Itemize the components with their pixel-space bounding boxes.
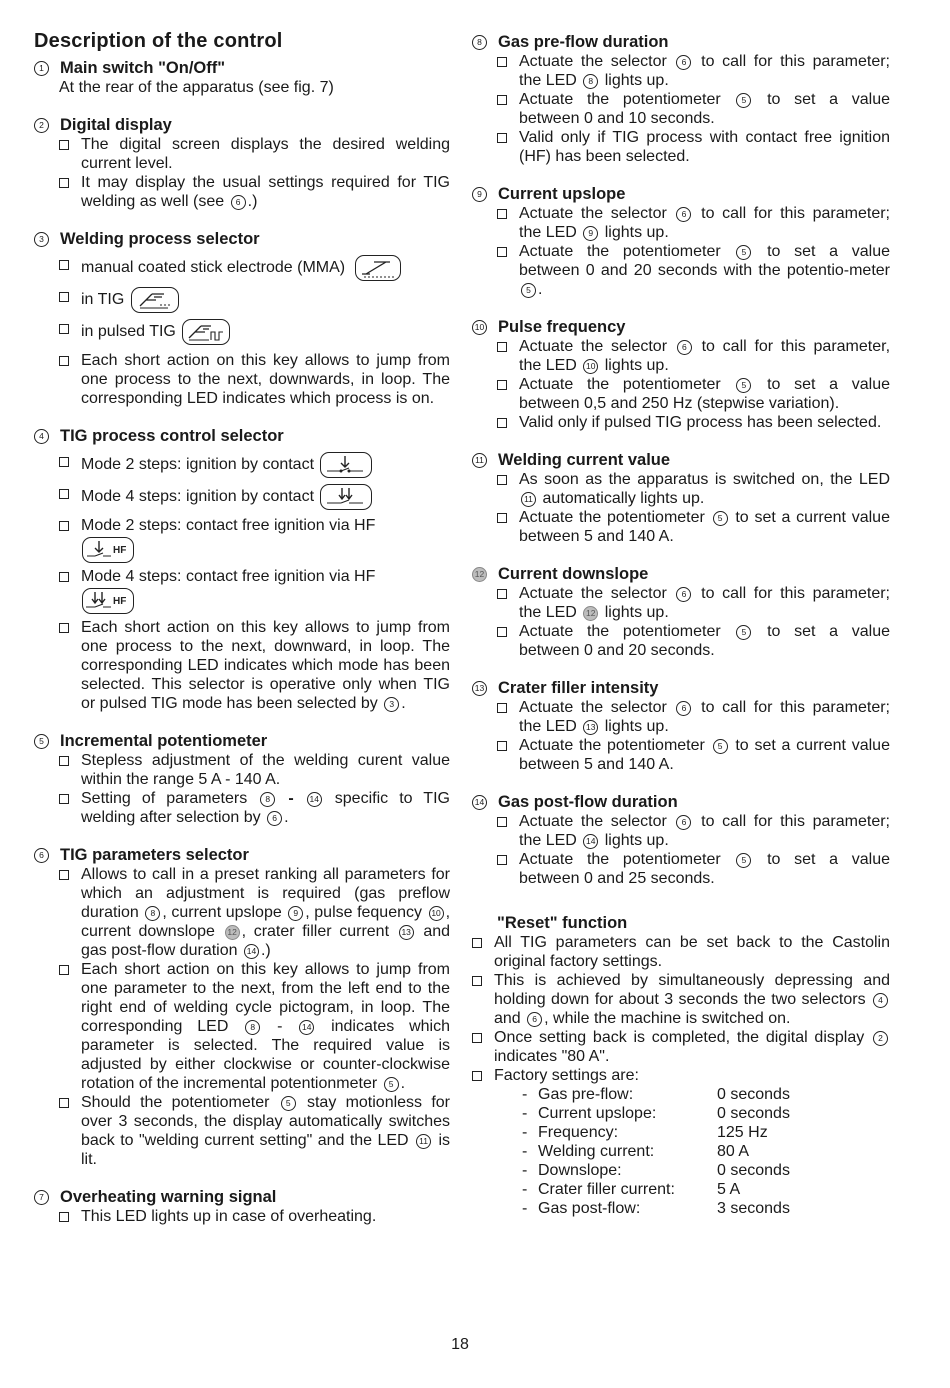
- section-tig-parameters-selector: [34, 846, 450, 1169]
- bullet-item: Actuate the selector 6 to call for this parameter; the LED 12 lights up.: [472, 584, 890, 622]
- checkbox-square-icon: [497, 741, 507, 751]
- section-reset-function: [472, 914, 890, 1218]
- bullet-item: Actuate the selector 6 to call for this parameter; the LED 8 lights up.: [472, 52, 890, 90]
- bullet-item: Stepless adjustment of the welding curent value within the range 5 A - 140 A.: [34, 751, 450, 789]
- checkbox-square-icon: [59, 572, 69, 582]
- bullet-item: All TIG parameters can be set back to the Castolin original factory settings.: [472, 933, 890, 971]
- list-item: - Gas pre-flow: 0 seconds: [522, 1086, 790, 1103]
- callout-7: 7: [34, 1190, 49, 1205]
- section-heading: Gas post-flow duration: [498, 793, 678, 811]
- section-heading: Main switch "On/Off": [60, 59, 226, 77]
- callout-13: 13: [472, 681, 487, 696]
- checkbox-square-icon: [497, 380, 507, 390]
- bullet-item: Actuate the potentiometer 5 to set a current value between 5 and 140 A.: [472, 508, 890, 546]
- checkbox-square-icon: [59, 521, 69, 531]
- section-welding-current-value: [472, 451, 890, 546]
- checkbox-square-icon: [59, 356, 69, 366]
- bullet-item: Once setting back is completed, the digital display 2 indicates "80 A".: [472, 1028, 890, 1066]
- list-item: - Frequency: 125 Hz: [522, 1124, 768, 1141]
- checkbox-square-icon: [472, 938, 482, 948]
- four-step-contact-icon: [320, 484, 372, 510]
- bullet-item: This is achieved by simultaneously depressing and holding down for about 3 seconds the two selectors 4 and 6 , while the machine is switched on.: [472, 971, 890, 1028]
- callout-3: 3: [34, 232, 49, 247]
- checkbox-square-icon: [59, 292, 69, 302]
- checkbox-square-icon: [59, 756, 69, 766]
- bullet-item: Each short action on this key allows to jump from one process to the next, downwards, in loop. The corresponding LED indicates which process is on.: [34, 351, 450, 408]
- two-step-contact-icon: [320, 452, 372, 478]
- bullet-item: This LED lights up in case of overheating.: [34, 1207, 450, 1226]
- section-heading: Incremental potentiometer: [60, 732, 268, 750]
- tig-torch-icon: [131, 287, 179, 313]
- callout-9: 9: [472, 187, 487, 202]
- bullet-item: Actuate the potentiometer 5 to set a value between 0 and 20 seconds.: [472, 622, 890, 660]
- list-item: - Current upslope: 0 seconds: [522, 1105, 790, 1122]
- bullet-item: It may display the usual settings required for TIG welding as well (see 6 .): [34, 173, 450, 211]
- section-gas-pre-flow: [472, 33, 890, 166]
- section-main-switch: [34, 59, 450, 97]
- bullet-item: Actuate the potentiometer 5 to set a value between 0 and 25 seconds.: [472, 850, 890, 888]
- section-heading: TIG parameters selector: [60, 846, 249, 864]
- page-title: Description of the control: [34, 30, 283, 52]
- page-number: 18: [451, 1336, 469, 1353]
- checkbox-square-icon: [59, 457, 69, 467]
- callout-4: 4: [34, 429, 49, 444]
- bullet-item: Valid only if TIG process with contact free ignition (HF) has been selected.: [472, 128, 890, 166]
- checkbox-square-icon: [59, 260, 69, 270]
- callout-10: 10: [472, 320, 487, 335]
- bullet-item: Actuate the potentiometer 5 to set a current value between 5 and 140 A.: [472, 736, 890, 774]
- checkbox-square-icon: [497, 513, 507, 523]
- checkbox-square-icon: [497, 475, 507, 485]
- checkbox-square-icon: [59, 324, 69, 334]
- section-current-downslope: [472, 565, 890, 660]
- section-gas-post-flow: [472, 793, 890, 888]
- factory-settings-list: [472, 1085, 890, 1218]
- checkbox-square-icon: [59, 178, 69, 188]
- callout-12: 12: [472, 567, 487, 582]
- bullet-item: in pulsed TIG: [34, 319, 450, 345]
- left-column: [34, 30, 450, 1245]
- bullet-item: As soon as the apparatus is switched on, the LED 11 automatically lights up.: [472, 470, 890, 508]
- checkbox-square-icon: [59, 870, 69, 880]
- section-incremental-potentiometer: [34, 732, 450, 827]
- checkbox-square-icon: [472, 976, 482, 986]
- bullet-item: Actuate the potentiometer 5 to set a value between 0 and 20 seconds with the potentio-meter 5 .: [472, 242, 890, 299]
- bullet-item: Actuate the selector 6 to call for this parameter, the LED 10 lights up.: [472, 337, 890, 375]
- checkbox-square-icon: [497, 627, 507, 637]
- section-heading: Welding process selector: [60, 230, 260, 248]
- checkbox-square-icon: [59, 794, 69, 804]
- bullet-item: Actuate the potentiometer 5 to set a value between 0,5 and 250 Hz (stepwise variation).: [472, 375, 890, 413]
- checkbox-square-icon: [472, 1033, 482, 1043]
- bullet-item: Each short action on this key allows to jump from one parameter to the next, from the left end to the right end of welding cycle pictogram, in loop. The corresponding LED 8 - 14 indicates which parameter is selected. The required value is adjusted by either clockwise or counter-clockwise rotation of the incremental potentionmeter 5 .: [34, 960, 450, 1093]
- section-heading: Current downslope: [498, 565, 649, 583]
- mma-electrode-icon: [355, 255, 401, 281]
- bullet-item: Actuate the selector 6 to call for this parameter; the LED 9 lights up.: [472, 204, 890, 242]
- section-heading: Gas pre-flow duration: [498, 33, 669, 51]
- checkbox-square-icon: [59, 1098, 69, 1108]
- checkbox-square-icon: [497, 95, 507, 105]
- bullet-item: Factory settings are:: [472, 1066, 890, 1085]
- bullet-item: Setting of parameters 8 - 14 specific to TIG welding after selection by 6 .: [34, 789, 450, 827]
- section-current-upslope: [472, 185, 890, 299]
- callout-1: 1: [34, 61, 49, 76]
- section-heading: Digital display: [60, 116, 172, 134]
- section-pulse-frequency: [472, 318, 890, 432]
- checkbox-square-icon: [497, 133, 507, 143]
- list-item: - Welding current: 80 A: [522, 1143, 750, 1160]
- list-item: - Crater filler current: 5 A: [522, 1181, 741, 1198]
- callout-3: 3: [384, 697, 399, 712]
- checkbox-square-icon: [497, 209, 507, 219]
- section-heading: "Reset" function: [497, 914, 628, 932]
- bullet-item: Should the potentiometer 5 stay motionless for over 3 seconds, the display automatically switches back to "welding current setting" and the LED 11 is lit.: [34, 1093, 450, 1169]
- section-heading: TIG process control selector: [60, 427, 284, 445]
- section-welding-process-selector: [34, 230, 450, 408]
- callout-6: 6: [34, 848, 49, 863]
- bullet-item: Valid only if pulsed TIG process has been selected.: [472, 413, 890, 432]
- bullet-item: Mode 2 steps: ignition by contact: [34, 452, 450, 478]
- bullet-item: Actuate the selector 6 to call for this parameter; the LED 13 lights up.: [472, 698, 890, 736]
- four-step-hf-icon: [82, 588, 134, 614]
- bullet-item: Mode 2 steps: contact free ignition via HF: [34, 516, 450, 535]
- bullet-item: in TIG: [34, 287, 450, 313]
- callout-6: 6: [231, 195, 246, 210]
- checkbox-square-icon: [497, 342, 507, 352]
- bullet-item: Mode 4 steps: ignition by contact: [34, 484, 450, 510]
- section-heading: Pulse frequency: [498, 318, 626, 336]
- checkbox-square-icon: [497, 817, 507, 827]
- checkbox-square-icon: [59, 140, 69, 150]
- right-column: [472, 33, 890, 1237]
- bullet-item: The digital screen displays the desired welding current level.: [34, 135, 450, 173]
- two-step-hf-icon: [82, 537, 134, 563]
- section-overheating-warning: [34, 1188, 450, 1226]
- svg-text:HF: HF: [113, 545, 127, 556]
- checkbox-square-icon: [497, 703, 507, 713]
- callout-8: 8: [472, 35, 487, 50]
- section-heading: Current upslope: [498, 185, 626, 203]
- section-heading: Crater filler intensity: [498, 679, 659, 697]
- section-text: At the rear of the apparatus (see fig. 7): [59, 79, 334, 96]
- checkbox-square-icon: [472, 1071, 482, 1081]
- callout-11: 11: [472, 453, 487, 468]
- section-heading: Overheating warning signal: [60, 1188, 277, 1206]
- callout-14: 14: [472, 795, 487, 810]
- section-tig-process-control-selector: [34, 427, 450, 713]
- list-item: - Gas post-flow: 3 seconds: [522, 1200, 790, 1217]
- bullet-item: Each short action on this key allows to jump from one process to the next, downward, in loop. The corresponding LED indicates which mode has been selected. This selector is operative only when TIG or pulsed TIG mode has been selected by 3 .: [34, 618, 450, 713]
- pulsed-tig-icon: [182, 319, 230, 345]
- bullet-item: Actuate the selector 6 to call for this parameter; the LED 14 lights up.: [472, 812, 890, 850]
- checkbox-square-icon: [497, 57, 507, 67]
- section-digital-display: [34, 116, 450, 211]
- checkbox-square-icon: [497, 855, 507, 865]
- checkbox-square-icon: [59, 965, 69, 975]
- checkbox-square-icon: [497, 247, 507, 257]
- list-item: - Downslope: 0 seconds: [522, 1162, 790, 1179]
- bullet-item: Actuate the potentiometer 5 to set a value between 0 and 10 seconds.: [472, 90, 890, 128]
- checkbox-square-icon: [497, 418, 507, 428]
- bullet-item: Allows to call in a preset ranking all parameters for which an adjustment is required (gas preflow duration 8 , current upslope 9 , pulse fequency 10 , current downslope 12 , crater filler current 13 and gas post-flow duration 14 .): [34, 865, 450, 960]
- callout-2: 2: [34, 118, 49, 133]
- checkbox-square-icon: [59, 489, 69, 499]
- bullet-item: manual coated stick electrode (MMA): [34, 255, 450, 281]
- checkbox-square-icon: [497, 589, 507, 599]
- bullet-item: Mode 4 steps: contact free ignition via HF: [34, 567, 450, 586]
- section-crater-filler-intensity: [472, 679, 890, 774]
- svg-text:HF: HF: [113, 596, 127, 607]
- checkbox-square-icon: [59, 623, 69, 633]
- checkbox-square-icon: [59, 1212, 69, 1222]
- section-heading: Welding current value: [498, 451, 671, 469]
- callout-5: 5: [34, 734, 49, 749]
